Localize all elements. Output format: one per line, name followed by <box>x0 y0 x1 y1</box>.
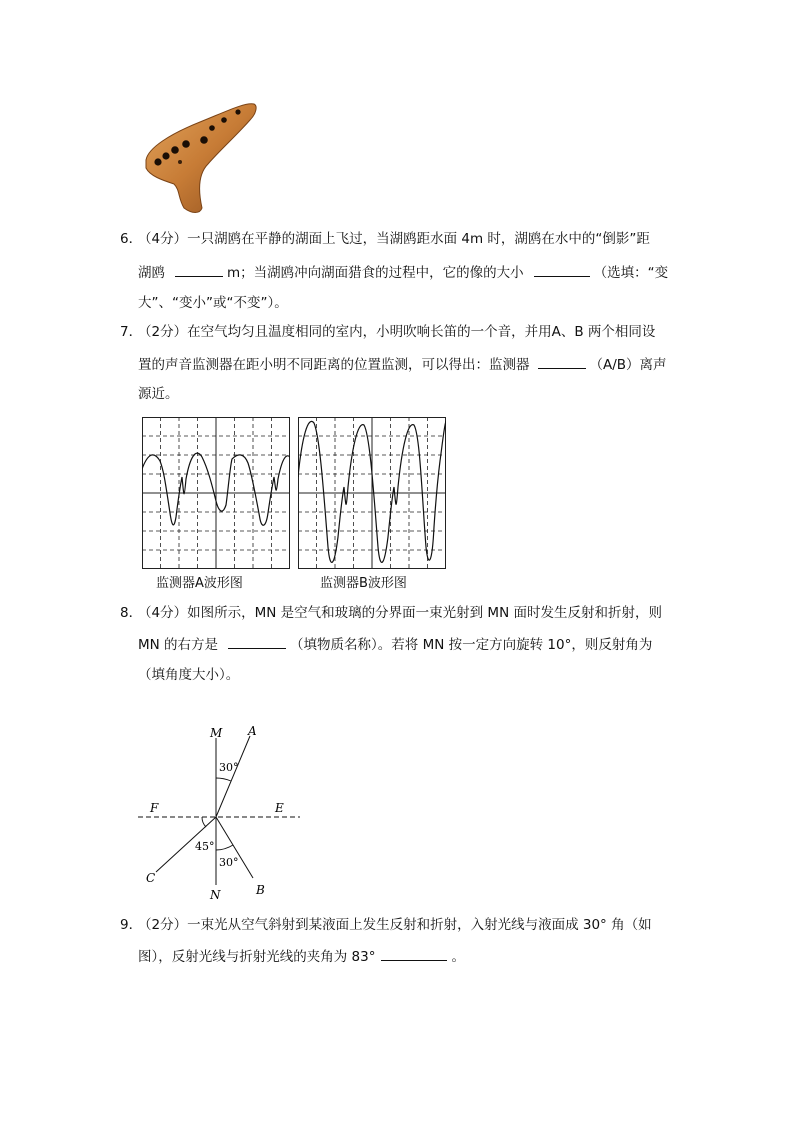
question-8-number: 8． <box>120 605 143 621</box>
label-n: N <box>210 888 221 902</box>
waveform-b-caption: 监测器B波形图 <box>320 576 407 591</box>
label-e: E <box>275 801 284 815</box>
angle-label-top: 30° <box>219 761 239 774</box>
label-c: C <box>146 871 156 885</box>
label-m: M <box>210 726 223 740</box>
question-6-number: 6． <box>120 231 143 247</box>
question-9-number: 9． <box>120 917 143 933</box>
question-7-number: 7． <box>120 324 143 340</box>
optics-diagram <box>130 720 310 902</box>
question-6-text-c: （选填：“变 <box>593 265 669 281</box>
question-6-line2 <box>138 262 668 283</box>
waveform-b-plot <box>298 417 446 569</box>
question-8-line1: （4分）如图所示，MN 是空气和玻璃的分界面一束光射到 MN 面时发生反射和折射，则 <box>138 605 662 621</box>
question-9-line2 <box>138 946 465 967</box>
ocarina-image <box>140 98 260 216</box>
answer-blank-9[interactable] <box>381 946 447 961</box>
waveform-a-caption: 监测器A波形图 <box>156 576 243 591</box>
question-9-text-a: 图），反射光线与折射光线的夹角为 83° <box>138 949 376 965</box>
label-f: F <box>150 801 159 815</box>
arc-bottom <box>216 845 233 850</box>
question-8-line3: （填角度大小）。 <box>138 667 240 683</box>
question-6-text-a: 湖鸥 <box>138 265 165 281</box>
question-9-text-b: 。 <box>451 949 465 965</box>
label-b: B <box>256 883 265 897</box>
waveform-a-plot <box>142 417 290 569</box>
answer-blank-6b[interactable] <box>534 262 590 277</box>
question-7-text-b: （A/B）离声 <box>589 357 667 373</box>
angle-label-bottom: 30° <box>219 856 239 869</box>
angle-label-left: 45° <box>195 840 215 853</box>
question-7-line2 <box>138 354 667 375</box>
question-9-line1: （2分）一束光从空气斜射到某液面上发生反射和折射，入射光线与液面成 30° 角（如 <box>138 917 652 933</box>
answer-blank-6a[interactable] <box>175 262 223 277</box>
answer-blank-8a[interactable] <box>228 634 286 649</box>
question-8-line2 <box>138 634 652 655</box>
label-a: A <box>248 724 257 738</box>
question-6-text-b: m；当湖鸥冲向湖面猎食的过程中，它的像的大小 <box>227 265 524 281</box>
question-7-text-a: 置的声音监测器在距小明不同距离的位置监测，可以得出：监测器 <box>138 357 530 373</box>
question-8-text-b: （填物质名称）。若将 MN 按一定方向旋转 10°，则反射角为 <box>290 637 653 653</box>
arc-left <box>202 817 206 827</box>
ray-oa <box>216 736 250 817</box>
answer-blank-7[interactable] <box>538 354 586 369</box>
arc-top <box>216 778 231 781</box>
question-7-line1: （2分）在空气均匀且温度相同的室内，小明吹响长笛的一个音，并用A、B 两个相同设 <box>138 324 656 340</box>
question-7-line3: 源近。 <box>138 386 179 402</box>
question-6-line3: 大”、“变小”或“不变”）。 <box>138 295 288 311</box>
question-6-line1: （4分）一只湖鸥在平静的湖面上飞过，当湖鸥距水面 4m 时，湖鸥在水中的“倒影”距 <box>138 231 650 247</box>
question-8-text-a: MN 的右方是 <box>138 637 219 653</box>
